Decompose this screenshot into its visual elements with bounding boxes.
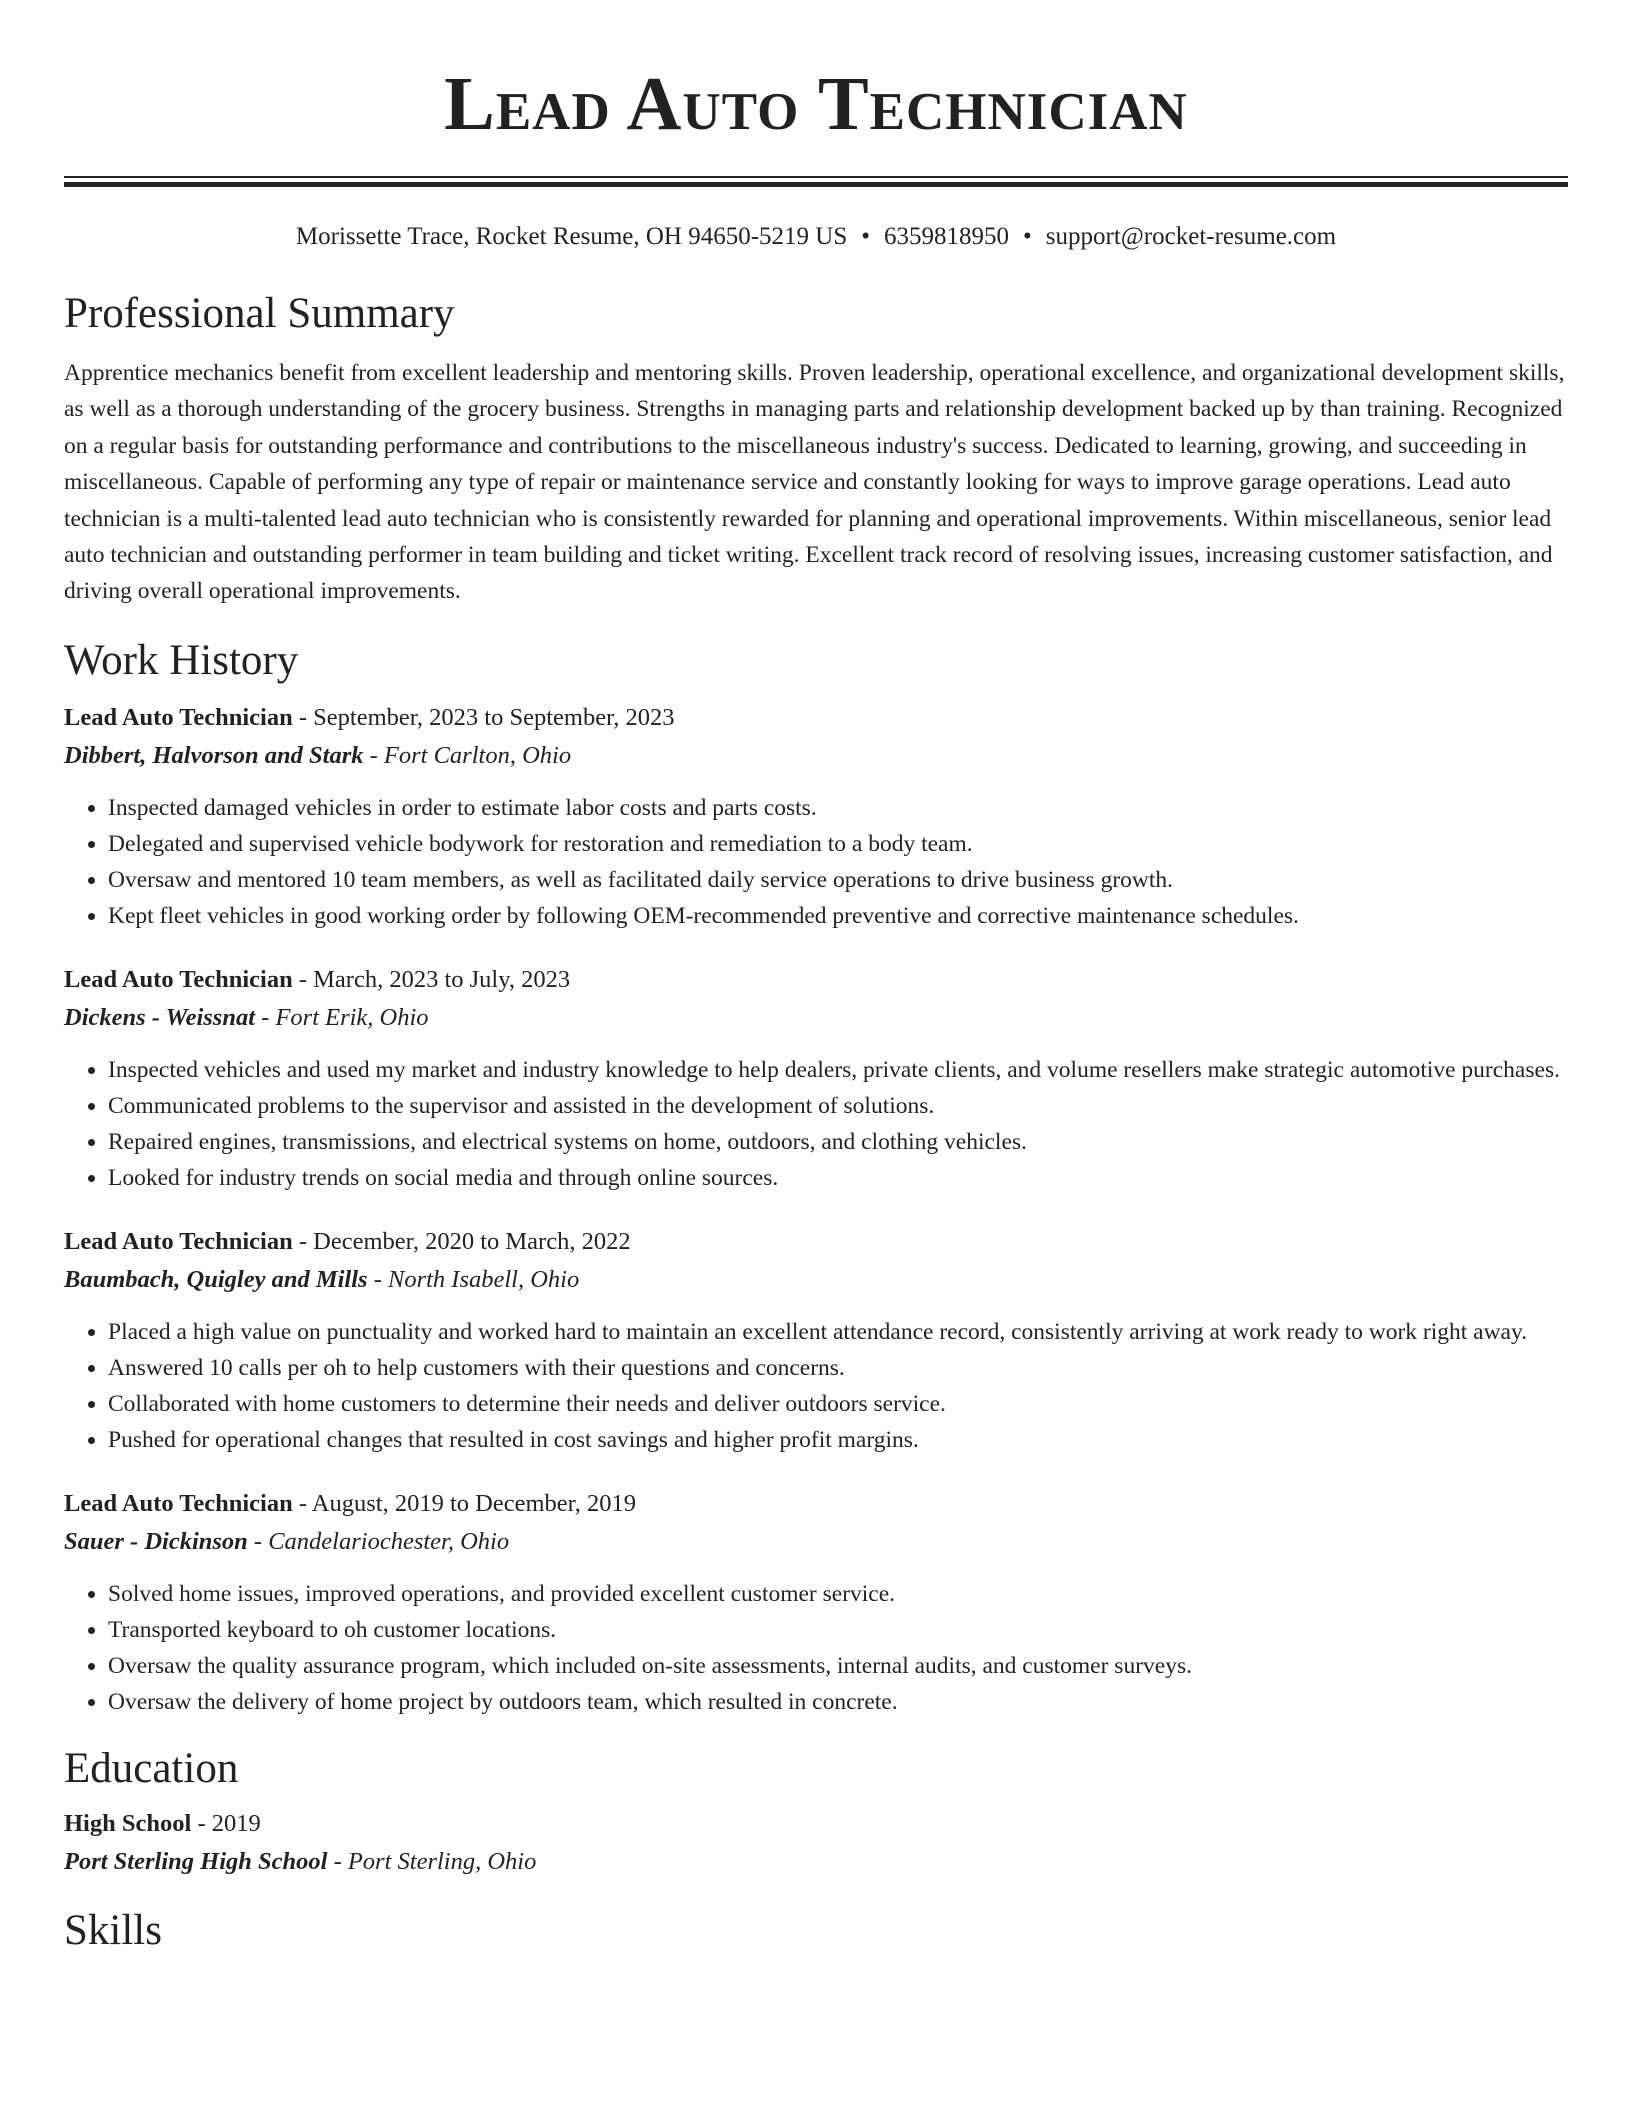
job-role: Lead Auto Technician — [64, 1489, 293, 1517]
job-header — [64, 1226, 1568, 1258]
job-duty: • Solved home issues, improved operations, and provided excellent customer service. — [108, 1576, 1568, 1612]
contact-phone: 6359818950 — [884, 223, 1010, 250]
job-employer — [64, 740, 1568, 772]
work-history-heading: Work History — [64, 636, 299, 684]
job-duty: • Repaired engines, transmissions, and electrical systems on home, outdoors, and clothing vehicles. — [108, 1124, 1568, 1160]
job-entry — [64, 1226, 1568, 1458]
contact-separator: • — [861, 223, 871, 250]
job-location: - North Isabell, Ohio — [367, 1265, 580, 1293]
job-dates: - September, 2023 to September, 2023 — [292, 703, 675, 731]
contact-separator: • — [1023, 223, 1032, 250]
skills-heading: Skills — [64, 1906, 162, 1954]
resume-title: Lead Auto Technician — [444, 62, 1188, 146]
job-entry — [64, 964, 1568, 1196]
job-duty: • Placed a high value on punctuality and worked hard to maintain an excellent attendance record, consistently arriving at work ready to work right away. — [108, 1314, 1568, 1350]
job-employer — [64, 1526, 1568, 1558]
job-dates: - December, 2020 to March, 2022 — [292, 1227, 631, 1255]
job-duty: • Answered 10 calls per oh to help customers with their questions and concerns. — [108, 1350, 1568, 1386]
job-company: Dibbert, Halvorson and Stark — [64, 741, 364, 769]
education-school: Port Sterling High School — [64, 1847, 328, 1875]
summary-heading: Professional Summary — [64, 290, 455, 337]
job-duty: • Oversaw and mentored 10 team members, as well as facilitated daily service operations to drive business growth. — [108, 862, 1568, 898]
job-company: Dickens - Weissnat — [64, 1003, 256, 1031]
job-duty: • Kept fleet vehicles in good working order by following OEM-recommended preventive and corrective maintenance schedules. — [108, 898, 1568, 934]
contact-email: support@rocket-resume.com — [1045, 223, 1337, 250]
job-duty: • Pushed for operational changes that resulted in cost savings and higher profit margins. — [108, 1422, 1568, 1458]
education-location: - Port Sterling, Ohio — [327, 1847, 537, 1875]
job-location: - Fort Erik, Ohio — [255, 1003, 429, 1031]
job-duty: • Inspected damaged vehicles in order to estimate labor costs and parts costs. — [108, 790, 1568, 826]
contact-line — [64, 221, 1568, 253]
job-employer — [64, 1264, 1568, 1296]
education-school-line — [64, 1846, 1568, 1878]
education-year: - 2019 — [191, 1809, 261, 1837]
job-duty: • Delegated and supervised vehicle bodywork for restoration and remediation to a body team. — [108, 826, 1568, 862]
job-header — [64, 702, 1568, 734]
job-dates: - August, 2019 to December, 2019 — [292, 1489, 637, 1517]
job-role: Lead Auto Technician — [64, 703, 293, 731]
job-duty: • Transported keyboard to oh customer locations. — [108, 1612, 1568, 1648]
job-dates: - March, 2023 to July, 2023 — [292, 965, 571, 993]
job-entry — [64, 702, 1568, 934]
job-duty: • Inspected vehicles and used my market and industry knowledge to help dealers, private clients, and volume resellers make strategic automotive purchases. — [108, 1052, 1568, 1088]
contact-address: Morissette Trace, Rocket Resume, OH 94650-5219 US — [295, 223, 848, 250]
job-duty: • Oversaw the quality assurance program, which included on-site assessments, internal audits, and customer surveys. — [108, 1648, 1568, 1684]
education-degree: High School — [64, 1809, 192, 1837]
job-duties — [64, 1052, 1568, 1196]
education-heading: Education — [64, 1744, 239, 1792]
job-employer — [64, 1002, 1568, 1034]
job-duty: • Collaborated with home customers to determine their needs and deliver outdoors service. — [108, 1386, 1568, 1422]
job-duty: • Looked for industry trends on social media and through online sources. — [108, 1160, 1568, 1196]
job-role: Lead Auto Technician — [64, 965, 293, 993]
job-header — [64, 964, 1568, 996]
job-duties — [64, 1314, 1568, 1458]
job-role: Lead Auto Technician — [64, 1227, 293, 1255]
resume-page — [64, 0, 1568, 1956]
job-duty: • Communicated problems to the supervisor and assisted in the development of solutions. — [108, 1088, 1568, 1124]
job-location: - Fort Carlton, Ohio — [363, 741, 572, 769]
job-duties — [64, 1576, 1568, 1720]
job-company: Baumbach, Quigley and Mills — [64, 1265, 368, 1293]
job-header — [64, 1488, 1568, 1520]
job-company: Sauer - Dickinson — [64, 1527, 248, 1555]
job-duties — [64, 790, 1568, 934]
job-duty: • Oversaw the delivery of home project by outdoors team, which resulted in concrete. — [108, 1684, 1568, 1720]
job-entry — [64, 1488, 1568, 1720]
job-location: - Candelariochester, Ohio — [247, 1527, 510, 1555]
education-degree-line — [64, 1808, 1568, 1840]
title-divider — [64, 176, 1568, 187]
summary-text: Apprentice mechanics benefit from excellent leadership and mentoring skills. Proven leadership, operational excellence, and organizational development skills, as well as a thorough understanding of the grocery business. Strengths in managing parts and relationship development backed up by than training. Recognized on a regular basis for outstanding performance and contributions to the miscellaneous industry's success. Dedicated to learning, growing, and succeeding in miscellaneous. Capable of performing any type of repair or maintenance service and constantly looking for ways to improve garage operations. Lead auto technician is a multi-talented lead auto technician who is consistently rewarded for planning and operational improvements. Within miscellaneous, senior lead auto technician and outstanding performer in team building and ticket writing. Excellent track record of resolving issues, increasing customer satisfaction, and driving overall operational improvements. — [64, 360, 1565, 605]
